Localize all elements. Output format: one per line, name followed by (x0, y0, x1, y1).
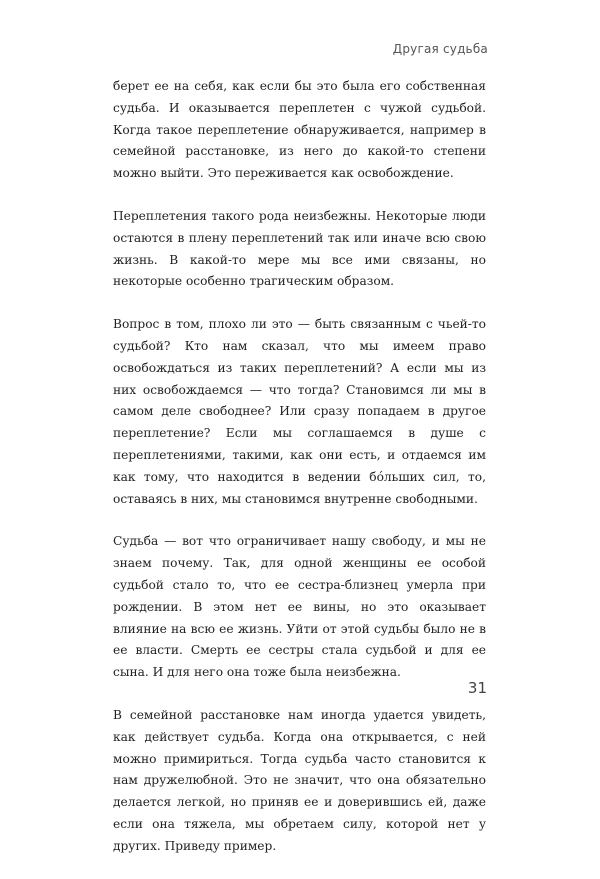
paragraph-4: Судьба — вот что ограничивает нашу свободу, и мы не знаем почему. Так, для одной женщины ее особой судьбой стало то, что ее сестра-близнец умерла при рождении. В этом нет ее вины, но это оказывает влияние на всю ее жизнь. Уйти от этой судьбы было не в ее власти. Смерть ее сестры стала судьбой и для ее сына. И для него она тоже была неизбежна. (113, 534, 486, 680)
paragraph-5: В семейной расстановке нам иногда удается увидеть, как действует судьба. Когда она открывается, с ней можно примириться. Тогда судьба часто становится к нам дружелюбной. Это не значит, что она обязательно делается легкой, но приняв ее и доверившись ей, даже если она тяжела, мы обретаем силу, которой нет у других. Приведу пример. (113, 707, 486, 853)
paragraph-3: Вопрос в том, плохо ли это — быть связанным с чьей-то судьбой? Кто нам сказал, что мы имеем право освобождаться из таких переплетений? А если мы из них освобождаемся — что тогда? Становимся ли мы в самом деле свободнее? Или сразу попадаем в другое переплетение? Если мы соглашаемся в душе с переплетениями, такими, как они есть, и отдаемся им как тому, что находится в ведении бóльших сил, то, оставаясь в них, мы становимся внутренне свободными. (113, 317, 486, 506)
page-number: 31 (467, 679, 487, 697)
paragraph-1: берет ее на себя, как если бы это была его собственная судьба. И оказывается переплетен с чужой судьбой. Когда такое переплетение обнаруживается, например в семейной расстановке, из него до какой-то степени можно выйти. Это переживается как освобождение. (113, 79, 486, 181)
paragraph-2: Переплетения такого рода неизбежны. Некоторые люди остаются в плену переплетений так или иначе всю свою жизнь. В какой-то мере мы все ими связаны, но некоторые особенно трагическим образом. (113, 208, 486, 289)
page-body (113, 76, 486, 879)
running-head-title: Другая судьба (392, 42, 488, 56)
